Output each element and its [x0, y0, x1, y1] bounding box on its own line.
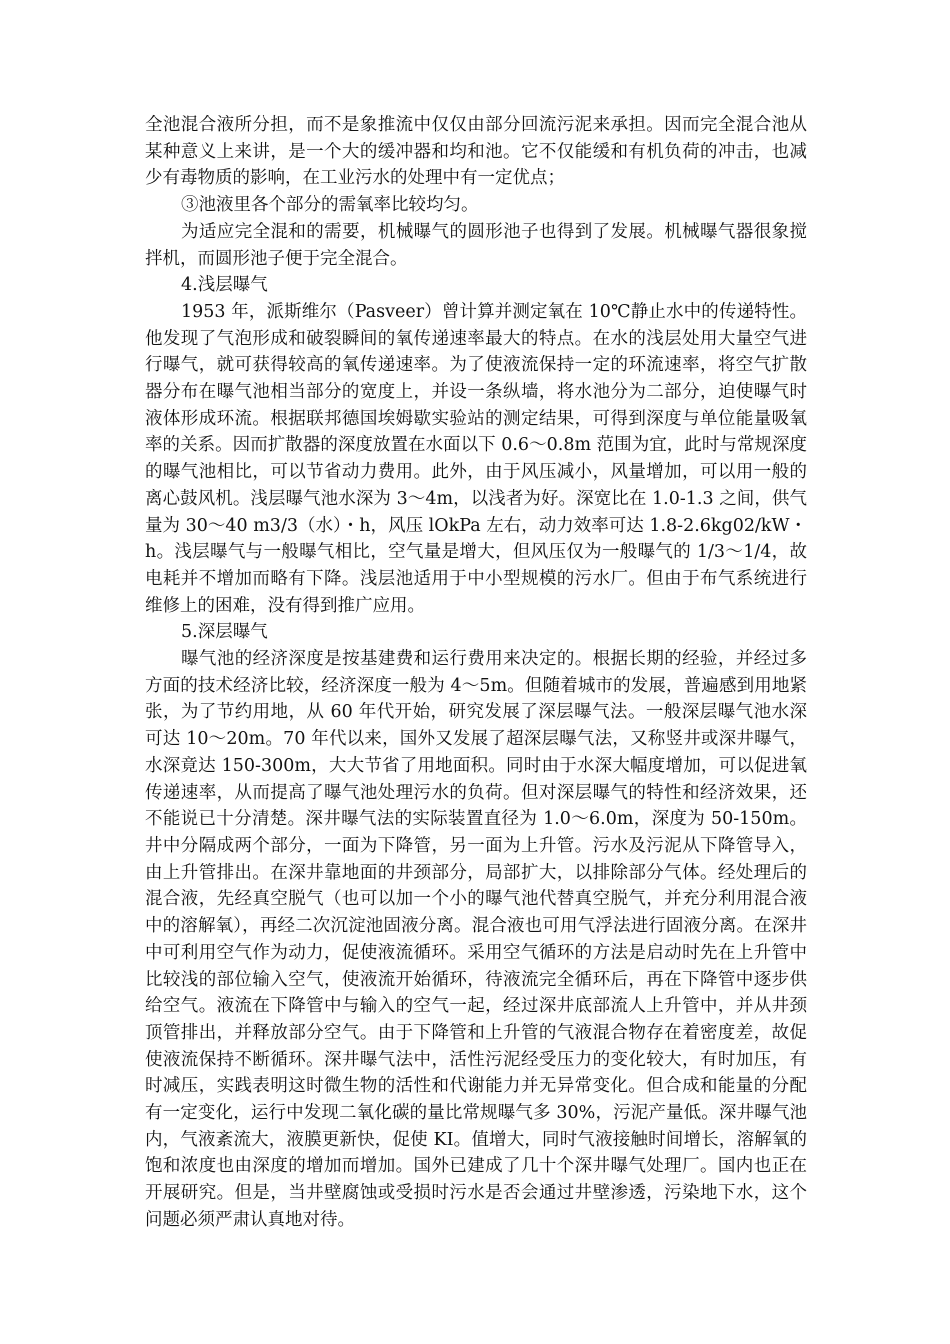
paragraph-mixing-buffer: 全池混合液所分担，而不是象推流中仅仅由部分回流污泥来承担。因而完全混合池从某种意义上来讲，是一个大的缓冲器和均和池。它不仅能缓和有机负荷的冲击，也减少有毒物质的影响，在工业污水的处理中有一定优点； — [145, 115, 807, 189]
paragraph-oxygen-demand: ③池液里各个部分的需氧率比较均匀。 — [181, 195, 479, 216]
document-page — [145, 112, 807, 1234]
paragraph-shallow-aeration: 1953 年，派斯维尔（Pasveer）曾计算并测定氧在 10℃静止水中的传递特性。他发现了气泡形成和破裂瞬间的氧传递速率最大的特点。在水的浅层处用大量空气进行曝气，就可获得较高的氧传递速率。为了使液流保持一定的环流速率，将空气扩散器分布在曝气池相当部分的宽度上，并设一条纵墙，将水池分为二部分，迫使曝气时液体形成环流。根据联邦德国埃姆歇实验站的测定结果，可得到深度与单位能量吸氧率的关系。因而扩散器的深度放置在水面以下 0.6～0.8m 范围为宜，此时与常规深度的曝气池相比，可以节省动力费用。此外，由于风压减小，风量增加，可以用一般的离心鼓风机。浅层曝气池水深为 3～4m，以浅者为好。深宽比在 1.0-1.3 之间，供气量为 30～40 m3/3（水）・h，风压 lOkPa 左右，动力效率可达 1.8-2.6kg02/kW・h。浅层曝气与一般曝气相比，空气量是增大，但风压仅为一般曝气的 1/3～1/4，故电耗并不增加而略有下降。浅层池适用于中小型规模的污水厂。但由于布气系统进行维修上的困难，没有得到推广应用。 — [145, 301, 807, 616]
paragraph-deep-aeration: 曝气池的经济深度是按基建费和运行费用来决定的。根据长期的经验，并经过多方面的技术经济比较，经济深度一般为 4～5m。但随着城市的发展，普遍感到用地紧张，为了节约用地，从 60 年代开始，研究发展了深层曝气法。一般深层曝气池水深可达 10～20m。70 年代以来，国外又发展了超深层曝气法，又称竖井或深井曝气，水深竟达 150-300m，大大节省了用地面积。同时由于水深大幅度增加，可以促进氧传递速率，从而提高了曝气池处理污水的负荷。但对深层曝气的特性和经济效果，还不能说已十分清楚。深井曝气法的实际装置直径为 1.0～6.0m，深度为 50-150m。井中分隔成两个部分，一面为下降管，另一面为上升管。污水及污泥从下降管导入，由上升管排出。在深井靠地面的井颈部分，局部扩大，以排除部分气体。经处理后的混合液，先经真空脱气（也可以加一个小的曝气池代替真空脱气，并充分利用混合液中的溶解氧），再经二次沉淀池固液分离。混合液也可用气浮法进行固液分离。在深井中可利用空气作为动力，促使液流循环。采用空气循环的方法是启动时先在上升管中比较浅的部位输入空气，使液流开始循环，待液流完全循环后，再在下降管中逐步供给空气。液流在下降管中与输入的空气一起，经过深井底部流人上升管中，并从井颈顶管排出，并释放部分空气。由于下降管和上升管的气液混合物存在着密度差，故促使液流保持不断循环。深井曝气法中，活性污泥经受压力的变化较大，有时加压，有时减压，实践表明这时微生物的活性和代谢能力并无异常变化。但合成和能量的分配有一定变化，运行中发现二氧化碳的量比常规曝气多 30%，污泥产量低。深井曝气池内，气液紊流大，液膜更新快，促使 KI。值增大，同时气液接触时间增长，溶解氧的饱和浓度也由深度的增加而增加。国外已建成了几十个深井曝气处理厂。国内也正在开展研究。但是，当井壁腐蚀或受损时污水是否会通过井壁渗透，污染地下水，这个问题必须严肃认真地对待。 — [145, 649, 807, 1230]
section-heading-deep-aeration: 5.深层曝气 — [181, 622, 268, 643]
section-heading-shallow-aeration: 4.浅层曝气 — [181, 275, 268, 296]
paragraph-circular-tank: 为适应完全混和的需要，机械曝气的圆形池子也得到了发展。机械曝气器很象搅拌机，而圆形池子便于完全混合。 — [145, 221, 807, 269]
